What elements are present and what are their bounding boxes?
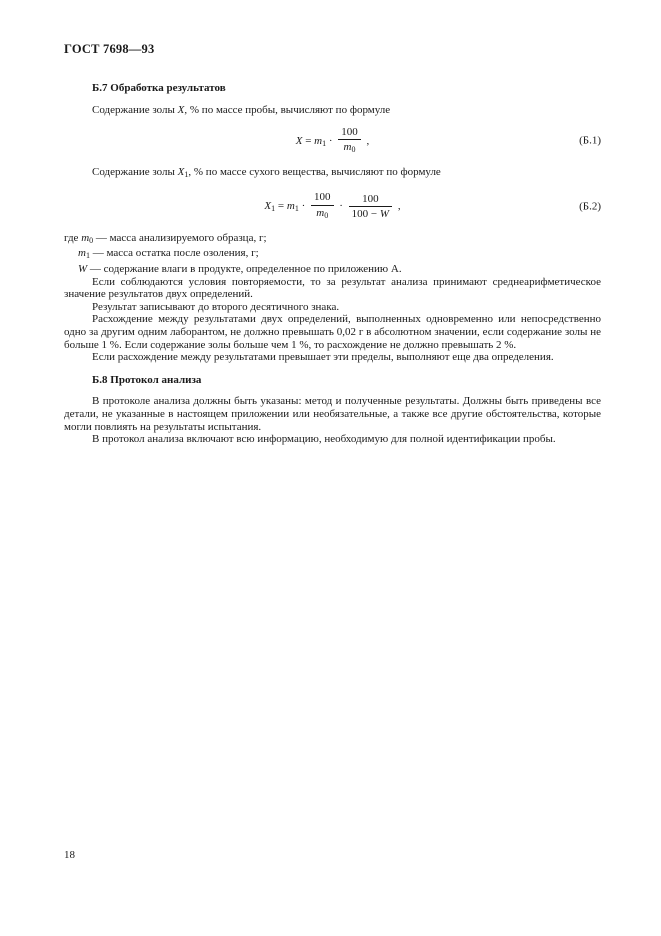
fraction [349, 193, 392, 221]
section-title-b7: Б.7 Обработка результатов [92, 82, 226, 94]
denominator-constant: 100 − [351, 208, 380, 221]
paragraph-protocol-identification: В протокол анализа включают всю информацию, необходимую для полной идентификации пробы. [92, 433, 556, 446]
subscript-1: 1 [322, 138, 327, 148]
formula-b1-row [64, 125, 601, 157]
multiply-dot: · [298, 200, 308, 213]
equals-sign: = [275, 200, 287, 213]
formula-b1 [296, 126, 370, 157]
formula-b2 [264, 191, 400, 222]
fraction [311, 191, 334, 222]
multiply-dot: · [326, 134, 336, 147]
fraction-denominator [338, 140, 361, 157]
page-content [64, 76, 601, 446]
definition-m0: где m0 — масса анализируемого образца, г; [64, 231, 267, 245]
equals-sign: = [302, 134, 315, 147]
paragraph-protocol-contents: В протоколе анализа должны быть указаны: метод и полученные результаты. Должны быть приведены все детали, не указанные в настоящем приложении или необязательные, а также все другие обстоятельства, которые могли повлиять на результаты испытания. [64, 395, 601, 433]
definitions-block [64, 232, 601, 276]
subscript-0: 0 [351, 145, 356, 155]
paragraph-rounding: Результат записывают до второго десятичного знака. [92, 300, 340, 313]
fraction-denominator [349, 207, 392, 221]
comma: , [395, 200, 401, 213]
fraction [338, 126, 361, 157]
formula-var-m: m [316, 206, 325, 219]
multiply-dot: · [336, 200, 346, 213]
section-title-b8: Б.8 Протокол анализа [92, 373, 202, 386]
subscript-1: 1 [294, 204, 299, 214]
comma: , [363, 134, 370, 147]
formula-b2-row [64, 191, 601, 223]
paragraph-exceed: Если расхождение между результатами превышает эти пределы, выполняют еще два определения. [92, 351, 554, 364]
paragraph-intro-x1: Содержание золы X1, % по массе сухого вещества, вычисляют по формуле [92, 166, 441, 180]
paragraph-divergence: Расхождение между результатами двух определений, выполненных одновременно или непосредственно одно за другим одним лаборантом, не должно превышать 0,02 г в абсолютном значении, если содержание золы не больше 1 %. Если содержание золы больше чем 1 %, то расхождение не должно превышать 2 %. [64, 313, 601, 351]
fraction-numerator: 100 [349, 193, 392, 208]
fraction-numerator: 100 [311, 191, 334, 206]
formula-label-b1: (Б.1) [579, 134, 601, 147]
formula-var-w: W [379, 208, 390, 221]
paragraph-intro-x: Содержание золы X, % по массе пробы, вычисляют по формуле [92, 103, 391, 116]
formula-var-m: m [286, 200, 295, 213]
paragraph-repeatability: Если соблюдаются условия повторяемости, то за результат анализа принимают среднеарифметическое значение результатов двух определений. [64, 275, 601, 301]
formula-var-m: m [343, 141, 352, 154]
fraction-denominator [311, 206, 334, 223]
doc-number: ГОСТ 7698—93 [64, 42, 155, 56]
fraction-numerator: 100 [338, 126, 361, 141]
formula-var-m: m [314, 134, 323, 147]
definition-m1: m1 — масса остатка после озоления, г; [78, 247, 259, 261]
subscript-0: 0 [324, 210, 329, 220]
formula-label-b2: (Б.2) [579, 200, 601, 213]
definition-w: W — содержание влаги в продукте, определенное по приложению А. [78, 262, 402, 275]
page-number: 18 [64, 849, 75, 861]
formula-var-x: X [264, 200, 272, 213]
subscript-1: 1 [271, 204, 276, 214]
formula-var-x: X [295, 134, 303, 147]
